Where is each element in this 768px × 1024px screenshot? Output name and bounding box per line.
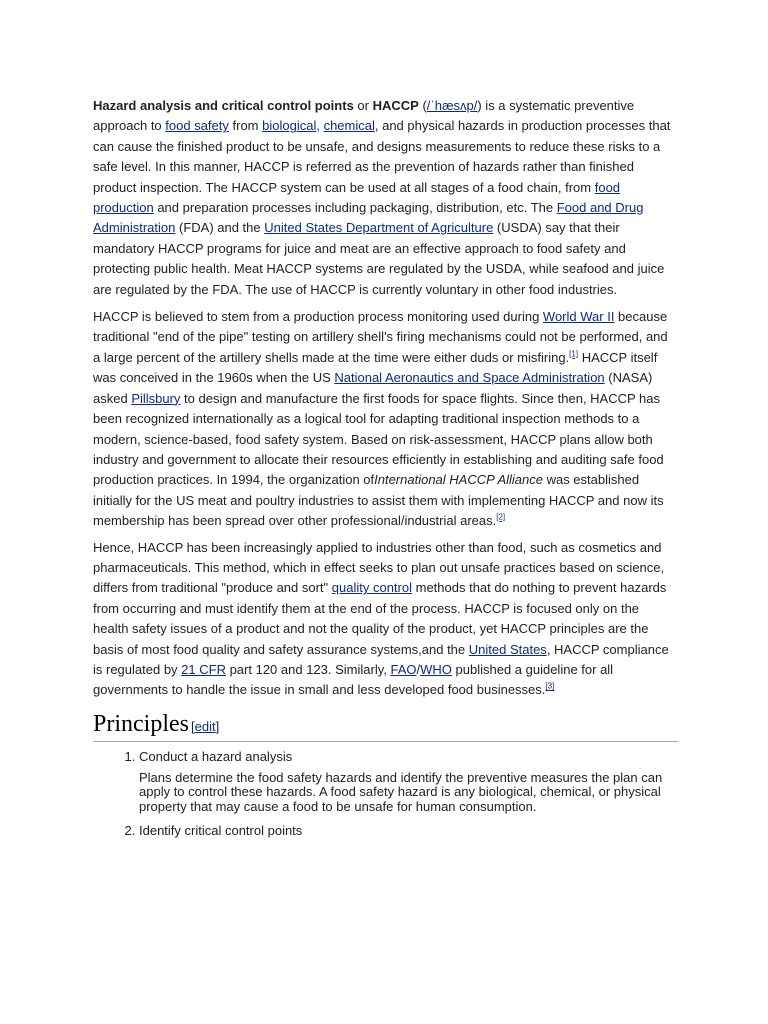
reference-1-link[interactable]: [1] [569,349,579,359]
text: , [316,118,324,134]
text: to design and manufacture the first foods for space flights. Since then, HACCP has been recognized internationally as a logical tool for adapting traditional inspection methods to a modern, science-based, food safety system. Based on risk-assessment, HACCP plans allow both industry and government to allocate their resources efficiently in establishing and auditing safe food production practices. In 1994, the organization of [93,390,664,488]
text: methods that do nothing to prevent hazards from occurring and must identify them at the end of the process. HACCP is focused only on the health safety issues of a product and not the quality of the product, yet HACCP principles are the basis of most food quality and safety assurance systems,and the [93,580,667,657]
reference-3-link[interactable]: [3] [545,682,555,692]
list-item [139,822,678,840]
bracket: [ [191,718,195,734]
link-food-safety[interactable]: food safety [165,118,229,134]
text: (NASA) asked [93,370,653,406]
intro-paragraph [93,96,678,300]
list-item [139,748,678,815]
link-chemical[interactable]: chemical [323,118,375,134]
principle-label: Identify critical control points [139,823,303,839]
text: part 120 and 123. Similarly, [225,661,391,677]
link-united-states[interactable]: United States [468,641,547,657]
text: / [416,661,421,677]
application-paragraph [93,538,678,701]
text: was established initially for the US meat and poultry industries to assist them with implementing HACCP and now its membership has been spread over other professional/industrial areas. [93,472,664,529]
link-world-war-ii[interactable]: World War II [542,309,615,325]
text: (USDA) say that their mandatory HACCP programs for juice and meat are an effective approach to food safety and protecting public health. Meat HACCP systems are regulated by the USDA, while seafood and juice are regulated by the FDA. The use of HACCP is currently voluntary in other food industries. [93,220,665,297]
history-paragraph [93,307,678,531]
article-body [93,96,678,846]
text: or [353,98,373,113]
reference-2-link[interactable]: [2] [496,512,506,522]
link-pillsbury[interactable]: Pillsbury [131,390,181,406]
text: , and physical hazards in production processes that can cause the finished product to be unsafe, and designs measurements to reduce these risks to a safe level. In this manner, HACCP is referred as the prevention of hazards rather than finished product inspection. The HACCP system can be used at all stages of a food chain, from [93,118,671,195]
text: ( [418,98,427,113]
term-haccp: HACCP [372,98,419,113]
link-fda[interactable]: Food and Drug Administration [93,200,644,236]
text: from [228,118,263,134]
text: Hence, HACCP has been increasingly applied to industries other than food, such as cosmetics and pharmaceuticals. This method, which in effect seeks to plan out unsafe practices based on science, differs from traditional "produce and sort" [93,539,665,596]
edit-link[interactable]: edit [194,718,216,734]
term-haccp-full: Hazard analysis and critical control points [93,98,354,113]
principle-label: Conduct a hazard analysis [139,748,293,764]
principle-description: Plans determine the food safety hazards and identify the preventive measures the plan can apply to control these hazards. A food safety hazard is any biological, chemical, or physical property that may cause a food to be unsafe for human consumption. [139,769,663,814]
text: HACCP itself was conceived in the 1960s when the US [93,349,658,386]
link-21-cfr[interactable]: 21 CFR [181,661,226,677]
section-title: Principles [93,710,189,737]
link-biological[interactable]: biological [262,118,317,134]
text: and preparation processes including packaging, distribution, etc. The [153,200,557,216]
link-food-production[interactable]: food production [93,179,621,216]
italic-alliance-name: International HACCP Alliance [374,472,543,488]
ipa-link[interactable]: /ˈhæsʌp/ [426,98,478,113]
principles-list [93,748,678,841]
section-heading-principles [93,709,678,742]
link-quality-control[interactable]: quality control [331,580,412,596]
edit-section [191,719,219,734]
text: published a guideline for all governments to handle the issue in small and less developed food businesses. [93,661,614,698]
link-who[interactable]: WHO [420,661,452,677]
text: , HACCP compliance is regulated by [93,641,669,677]
link-nasa[interactable]: National Aeronautics and Space Administration [334,370,605,386]
text: because traditional "end of the pipe" testing on artillery shell's firing mechanisms could not be performed, and a large percent of the artillery shells made at the time were either duds or misfiring. [93,309,668,365]
link-fao[interactable]: FAO [390,661,417,677]
link-usda[interactable]: United States Department of Agriculture [264,220,494,236]
text: ) is a systematic preventive approach to [93,98,635,134]
text: HACCP is believed to stem from a production process monitoring used during [93,309,543,325]
bracket: ] [215,718,220,734]
text: (FDA) and the [175,220,265,236]
